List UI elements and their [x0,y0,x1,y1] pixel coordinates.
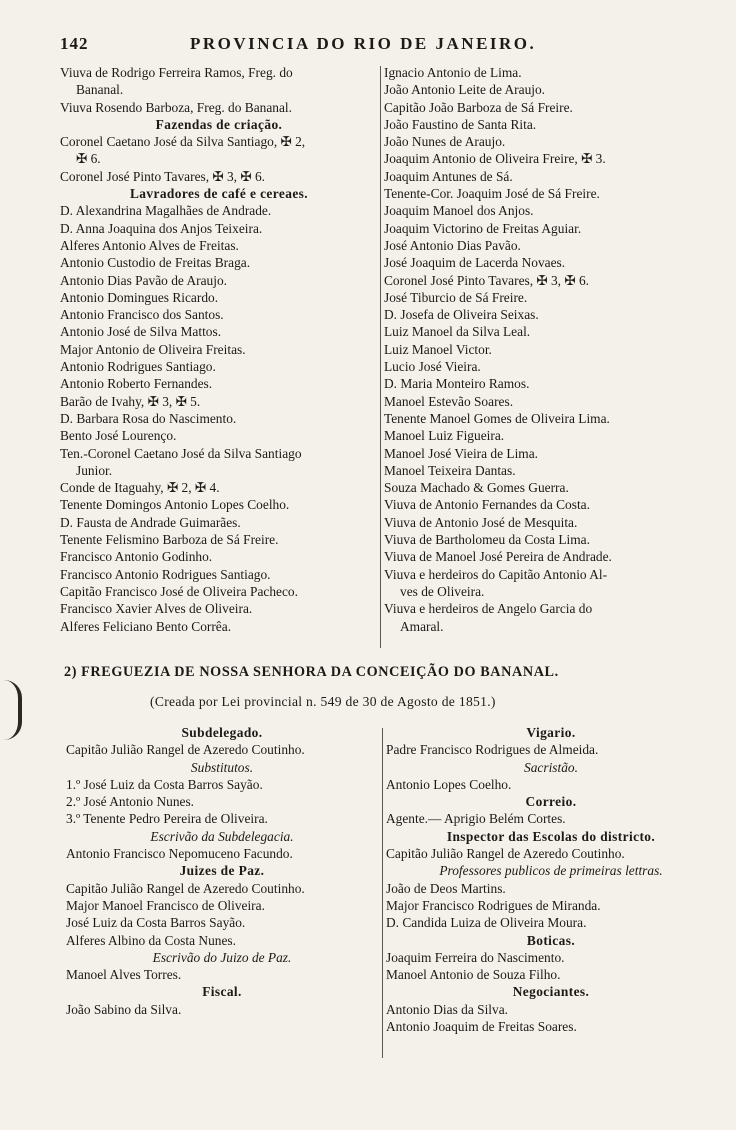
entry-line: João Sabino da Silva. [66,1001,182,1017]
subsection-heading: Substitutos. [190,759,254,775]
entry-line: José Antonio Dias Pavão. [384,237,521,253]
entry-line: Joaquim Manoel dos Anjos. [384,203,534,219]
entry-line: D. Fausta de Andrade Guimarães. [60,514,241,530]
entry-line: Antonio Domingues Ricardo. [60,289,219,305]
entry-line: Major Manoel Francisco de Oliveira. [66,897,265,913]
page-number: 142 [60,34,89,53]
entry-line: José Tiburcio de Sá Freire. [384,289,528,305]
entry-line: D. Candida Luiza de Oliveira Moura. [386,915,587,931]
entry-line: Tenente-Cor. Joaquim José de Sá Freire. [384,186,600,202]
entry-line: D. Josefa de Oliveira Seixas. [384,307,539,323]
entry-line: José Luiz da Costa Barros Sayão. [66,915,246,931]
entry-line: Antonio Dias da Silva. [386,1001,508,1017]
entry-line: Manoel Luiz Figueira. [384,428,505,444]
entry-line: D. Anna Joaquina dos Anjos Teixeira. [60,220,263,236]
section-heading: Fiscal. [202,984,242,1000]
entry-line: Antonio José de Silva Mattos. [60,324,222,340]
subsection-heading: Professores publicos de primeiras lettras. [439,863,663,879]
entry-line: Major Antonio de Oliveira Freitas. [60,341,246,357]
entry-line: Ten.-Coronel Caetano José da Silva Santiago [60,445,302,461]
entry-line: Tenente Domingos Antonio Lopes Coelho. [60,497,290,513]
entry-continuation: Junior. [76,462,113,478]
entry-line: João de Deos Martins. [386,880,506,896]
entry-continuation: Bananal. [76,82,124,98]
column-top-right [384,64,714,635]
entry-line: Viuva de Antonio José de Mesquita. [384,514,578,530]
entry-line: Viuva de Antonio Fernandes da Costa. [384,497,590,513]
entry-line: 2.º José Antonio Nunes. [66,794,195,810]
entry-line: Capitão Julião Rangel de Azeredo Coutinho. [66,880,305,896]
section-heading: Lavradores de café e cereaes. [129,186,309,202]
entry-line: Alferes Albino da Costa Nunes. [66,932,236,948]
entry-line: Francisco Antonio Rodrigues Santiago. [60,566,271,582]
entry-line: Coronel José Pinto Tavares, ✠ 3, ✠ 6. [60,168,265,184]
section-heading: Vigario. [526,725,576,740]
entry-line: Alferes Antonio Alves de Freitas. [60,237,239,253]
subsection-heading: Escrivão da Subdelegacia. [150,828,294,844]
section-heading: Subdelegado. [181,725,263,740]
entry-line: Viuva de Manoel José Pereira de Andrade. [384,549,612,565]
page-title: PROVINCIA DO RIO DE JANEIRO. [190,34,537,53]
entry-line: Joaquim Antonio de Oliveira Freire, ✠ 3. [384,151,606,167]
entry-line: Lucio José Vieira. [384,359,481,375]
column-divider-bottom [382,728,383,1058]
section-heading: Fazendas de criação. [155,116,283,132]
entry-line: Capitão João Barboza de Sá Freire. [384,99,573,115]
entry-line: Antonio Dias Pavão de Araujo. [60,272,227,288]
entry-line: Antonio Francisco Nepomuceno Facundo. [66,846,293,862]
entry-line: Manoel Alves Torres. [66,967,182,983]
subsection-heading: Sacristão. [524,759,578,775]
entry-line: Antonio Francisco dos Santos. [60,307,224,323]
entry-line: Souza Machado & Gomes Guerra. [384,480,569,496]
entry-line: Ignacio Antonio de Lima. [384,65,522,80]
subsection-heading: Escrivão do Juizo de Paz. [152,949,292,965]
entry-line: Conde de Itaguahy, ✠ 2, ✠ 4. [60,480,220,496]
entry-line: Antonio Joaquim de Freitas Soares. [386,1019,577,1035]
entry-line: Capitão Julião Rangel de Azeredo Coutinho. [66,742,305,758]
section-heading: Boticas. [526,932,576,948]
column-top-left [60,64,378,635]
entry-line: D. Alexandrina Magalhães de Andrade. [60,203,272,219]
section-heading: Correio. [525,794,577,810]
entry-line: Major Francisco Rodrigues de Miranda. [386,897,601,913]
entry-line: Padre Francisco Rodrigues de Almeida. [386,742,599,758]
entry-line: Viuva e herdeiros do Capitão Antonio Al- [384,566,608,582]
section-heading: Inspector das Escolas do districto. [446,828,656,844]
entry-line: Capitão Francisco José de Oliveira Pacheco. [60,583,298,599]
entry-line: Francisco Antonio Godinho. [60,549,213,565]
column-bottom-left [66,724,378,1018]
entry-line: Antonio Custodio de Freitas Braga. [60,255,251,271]
entry-continuation: Amaral. [400,618,444,634]
entry-line: Antonio Rodrigues Santiago. [60,359,216,375]
entry-line: Coronel José Pinto Tavares, ✠ 3, ✠ 6. [384,272,589,288]
entry-line: Tenente Manoel Gomes de Oliveira Lima. [384,410,610,426]
entry-line: João Antonio Leite de Araujo. [384,82,546,98]
column-bottom-right [386,724,716,1035]
section-subtitle: (Creada por Lei provincial n. 549 de 30 de Agosto de 1851.) [150,694,496,709]
entry-line: Joaquim Ferreira do Nascimento. [386,949,565,965]
entry-line: Luiz Manoel Victor. [384,341,492,357]
entry-line: José Joaquim de Lacerda Novaes. [384,255,566,271]
entry-line: 3.º Tenente Pedro Pereira de Oliveira. [66,811,268,827]
entry-line: D. Barbara Rosa do Nascimento. [60,410,237,426]
entry-continuation: ves de Oliveira. [400,583,485,599]
entry-line: Bento José Lourenço. [60,428,177,444]
entry-line: Agente.— Aprigio Belém Cortes. [386,811,566,827]
entry-line: Capitão Julião Rangel de Azeredo Coutinho. [386,846,625,862]
entry-line: Viuva Rosendo Barboza, Freg. do Bananal. [60,99,292,115]
entry-line: Manoel Teixeira Dantas. [384,462,516,478]
entry-line: Manoel Estevão Soares. [384,393,514,409]
entry-line: João Nunes de Araujo. [384,134,506,150]
entry-line: João Faustino de Santa Rita. [384,116,537,132]
entry-line: D. Maria Monteiro Ramos. [384,376,530,392]
entry-line: Barão de Ivahy, ✠ 3, ✠ 5. [60,393,201,409]
entry-line: Joaquim Antunes de Sá. [384,168,513,184]
binding-mark [4,680,22,740]
section-heading: Negociantes. [512,984,590,1000]
entry-line: Alferes Feliciano Bento Corrêa. [60,618,232,634]
entry-continuation: ✠ 6. [76,151,101,167]
entry-line: Antonio Lopes Coelho. [386,776,512,792]
entry-line: 1.º José Luiz da Costa Barros Sayão. [66,776,263,792]
entry-line: Viuva e herdeiros de Angelo Garcia do [384,601,593,617]
entry-line: Manoel Antonio de Souza Filho. [386,967,561,983]
section-heading: Juizes de Paz. [179,863,265,879]
entry-line: Manoel José Vieira de Lima. [384,445,539,461]
entry-line: Tenente Felismino Barboza de Sá Freire. [60,532,279,548]
entry-line: Luiz Manoel da Silva Leal. [384,324,531,340]
entry-line: Viuva de Bartholomeu da Costa Lima. [384,532,590,548]
entry-line: Coronel Caetano José da Silva Santiago, ✠ 2, [60,134,306,150]
section-title: 2) FREGUEZIA DE NOSSA SENHORA DA CONCEIÇÃO DO BANANAL. [64,664,559,680]
entry-line: Joaquim Victorino de Freitas Aguiar. [384,220,582,236]
entry-line: Antonio Roberto Fernandes. [60,376,213,392]
page-header [60,34,700,56]
column-divider-top [380,66,381,648]
entry-line: Viuva de Rodrigo Ferreira Ramos, Freg. do [60,65,293,80]
entry-line: Francisco Xavier Alves de Oliveira. [60,601,253,617]
